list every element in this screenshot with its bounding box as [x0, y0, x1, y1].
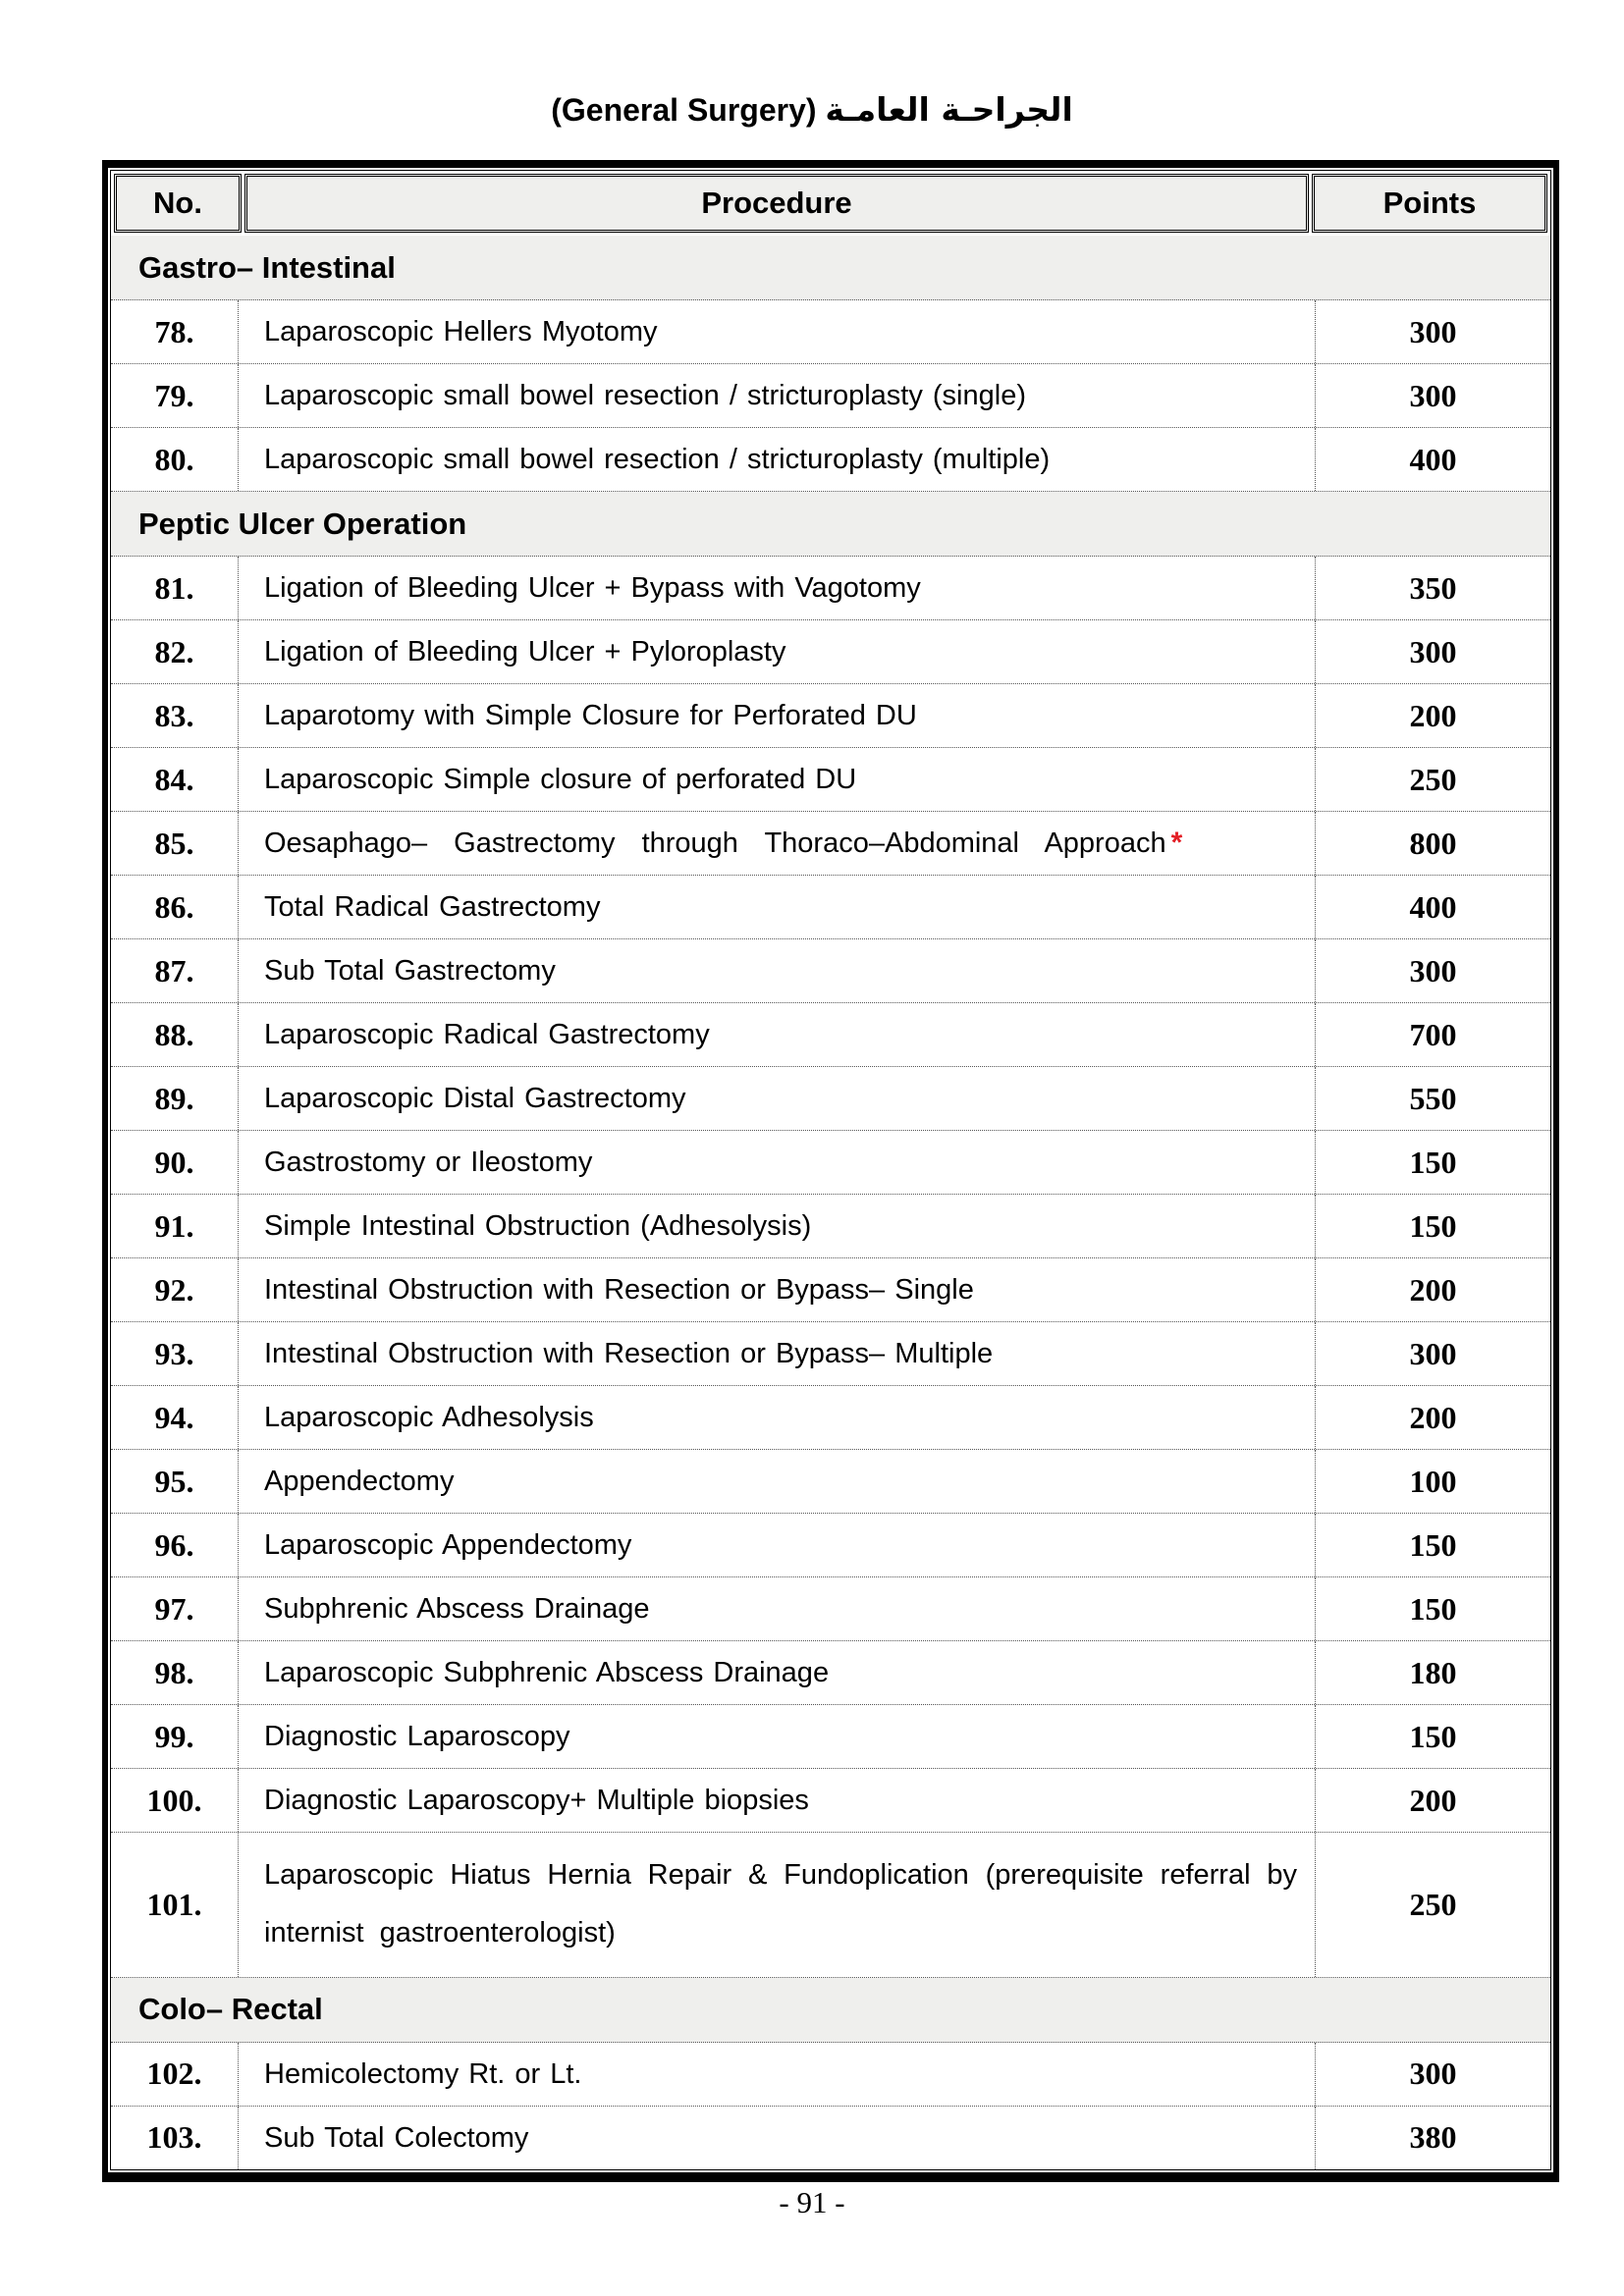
points-value: 300 [1315, 2043, 1550, 2106]
procedure-name: Total Radical Gastrectomy [264, 890, 601, 923]
table-row [111, 1705, 1550, 1769]
row-number: 94. [111, 1386, 239, 1449]
row-number: 88. [111, 1003, 239, 1066]
row-number: 95. [111, 1450, 239, 1513]
table-row [111, 939, 1550, 1003]
points-value: 200 [1315, 1769, 1550, 1832]
row-number: 100. [111, 1769, 239, 1832]
table-row [111, 1258, 1550, 1322]
procedure-name: Laparoscopic Simple closure of perforated DU [264, 763, 857, 795]
page-number: - 91 - [779, 2185, 845, 2219]
procedure-cell [239, 2043, 1315, 2106]
points-value: 300 [1315, 939, 1550, 1002]
procedure-cell [239, 364, 1315, 427]
row-number: 80. [111, 428, 239, 491]
procedure-cell [239, 748, 1315, 811]
procedure-name: Diagnostic Laparoscopy [264, 1720, 570, 1752]
row-number: 86. [111, 876, 239, 938]
procedures-table [102, 160, 1559, 2182]
table-row [111, 1577, 1550, 1641]
table-row [111, 2107, 1550, 2169]
procedure-name: Oesaphago– Gastrectomy through Thoraco–Abdominal Approach [264, 827, 1166, 859]
row-number: 96. [111, 1514, 239, 1576]
row-number: 93. [111, 1322, 239, 1385]
section-header-row [111, 1978, 1550, 2043]
table-row [111, 1833, 1550, 1978]
table-row [111, 1641, 1550, 1705]
row-number: 103. [111, 2107, 239, 2169]
procedure-name: Laparoscopic Hellers Myotomy [264, 315, 658, 347]
title-arabic: الجراحـة العامـة [825, 90, 1073, 129]
procedure-cell [239, 1386, 1315, 1449]
points-value: 150 [1315, 1577, 1550, 1640]
points-value: 300 [1315, 1322, 1550, 1385]
procedure-cell [239, 2107, 1315, 2169]
procedure-name: Diagnostic Laparoscopy+ Multiple biopsies [264, 1784, 809, 1816]
column-header-points: Points [1312, 174, 1547, 233]
section-label: Colo– Rectal [138, 1992, 323, 2027]
points-value: 400 [1315, 876, 1550, 938]
table-row [111, 1322, 1550, 1386]
procedure-name: Laparoscopic Adhesolysis [264, 1401, 594, 1433]
procedure-cell [239, 1195, 1315, 1257]
row-number: 102. [111, 2043, 239, 2106]
points-value: 100 [1315, 1450, 1550, 1513]
procedure-cell [239, 1514, 1315, 1576]
row-number: 79. [111, 364, 239, 427]
points-value: 380 [1315, 2107, 1550, 2169]
procedure-cell [239, 684, 1315, 747]
table-row [111, 364, 1550, 428]
column-header-procedure: Procedure [244, 174, 1309, 233]
table-row [111, 1386, 1550, 1450]
points-value: 150 [1315, 1195, 1550, 1257]
row-number: 87. [111, 939, 239, 1002]
procedure-name: Laparoscopic Distal Gastrectomy [264, 1082, 686, 1114]
procedure-name: Hemicolectomy Rt. or Lt. [264, 2057, 582, 2090]
table-row [111, 620, 1550, 684]
row-number: 91. [111, 1195, 239, 1257]
table-inner-border [110, 170, 1551, 2170]
procedure-name: Laparoscopic Subphrenic Abscess Drainage [264, 1656, 830, 1688]
procedure-cell [239, 620, 1315, 683]
row-number: 98. [111, 1641, 239, 1704]
table-row [111, 684, 1550, 748]
table-row [111, 1067, 1550, 1131]
row-number: 83. [111, 684, 239, 747]
procedure-cell [239, 1769, 1315, 1832]
section-header-row [111, 236, 1550, 300]
procedure-cell [239, 1003, 1315, 1066]
points-value: 700 [1315, 1003, 1550, 1066]
footnote-asterisk-icon: * [1170, 827, 1183, 860]
procedure-name: Laparoscopic small bowel resection / stricturoplasty (multiple) [264, 443, 1051, 475]
procedure-name: Simple Intestinal Obstruction (Adhesolysis) [264, 1209, 812, 1242]
points-value: 250 [1315, 748, 1550, 811]
procedure-name: Sub Total Colectomy [264, 2121, 529, 2154]
row-number: 97. [111, 1577, 239, 1640]
table-row [111, 300, 1550, 364]
points-value: 300 [1315, 620, 1550, 683]
procedure-cell [239, 428, 1315, 491]
procedure-name: Laparotomy with Simple Closure for Perforated DU [264, 699, 917, 731]
procedure-cell [239, 1450, 1315, 1513]
row-number: 99. [111, 1705, 239, 1768]
title-english: (General Surgery) [551, 92, 817, 128]
procedure-cell [239, 1322, 1315, 1385]
table-row [111, 1003, 1550, 1067]
procedure-name: Laparoscopic Hiatus Hernia Repair & Fundoplication (prerequisite referral by internist gastroenterologist) [264, 1859, 1297, 1949]
table-header-row [111, 171, 1550, 236]
points-value: 550 [1315, 1067, 1550, 1130]
section-label: Gastro– Intestinal [138, 249, 396, 285]
procedure-name: Subphrenic Abscess Drainage [264, 1592, 650, 1625]
table-row [111, 1769, 1550, 1833]
table-row [111, 876, 1550, 939]
points-value: 350 [1315, 557, 1550, 619]
table-row [111, 1195, 1550, 1258]
table-row [111, 428, 1550, 492]
points-value: 200 [1315, 1258, 1550, 1321]
table-row [111, 2043, 1550, 2107]
procedure-name: Gastrostomy or Ileostomy [264, 1146, 593, 1178]
points-value: 200 [1315, 1386, 1550, 1449]
points-value: 200 [1315, 684, 1550, 747]
procedure-name: Sub Total Gastrectomy [264, 954, 556, 987]
procedure-cell [239, 1641, 1315, 1704]
row-number: 78. [111, 300, 239, 363]
points-value: 300 [1315, 364, 1550, 427]
row-number: 82. [111, 620, 239, 683]
points-value: 300 [1315, 300, 1550, 363]
table-row [111, 557, 1550, 620]
procedure-name: Intestinal Obstruction with Resection or Bypass– Single [264, 1273, 974, 1306]
row-number: 81. [111, 557, 239, 619]
row-number: 89. [111, 1067, 239, 1130]
table-row [111, 812, 1550, 876]
procedure-cell [239, 1833, 1315, 1977]
procedure-cell [239, 939, 1315, 1002]
procedure-cell [239, 876, 1315, 938]
procedure-cell [239, 1705, 1315, 1768]
procedure-cell [239, 300, 1315, 363]
procedure-name: Laparoscopic Appendectomy [264, 1528, 632, 1561]
section-label: Peptic Ulcer Operation [138, 506, 467, 541]
points-value: 800 [1315, 812, 1550, 875]
points-value: 150 [1315, 1705, 1550, 1768]
row-number: 90. [111, 1131, 239, 1194]
row-number: 84. [111, 748, 239, 811]
procedure-cell [239, 1067, 1315, 1130]
points-value: 180 [1315, 1641, 1550, 1704]
procedure-name: Laparoscopic Radical Gastrectomy [264, 1018, 710, 1050]
procedure-cell [239, 1577, 1315, 1640]
procedure-cell [239, 1258, 1315, 1321]
procedure-cell [239, 812, 1315, 875]
procedure-name: Appendectomy [264, 1465, 455, 1497]
column-header-no: No. [114, 174, 242, 233]
procedure-name: Intestinal Obstruction with Resection or Bypass– Multiple [264, 1337, 994, 1369]
row-number: 85. [111, 812, 239, 875]
page-title [0, 90, 1624, 129]
table-row [111, 1450, 1550, 1514]
points-value: 150 [1315, 1514, 1550, 1576]
procedure-cell [239, 557, 1315, 619]
table-row [111, 748, 1550, 812]
section-header-row [111, 492, 1550, 557]
procedure-cell [239, 1131, 1315, 1194]
row-number: 101. [111, 1833, 239, 1977]
points-value: 250 [1315, 1833, 1550, 1977]
table-row [111, 1514, 1550, 1577]
table-row [111, 1131, 1550, 1195]
procedure-name: Ligation of Bleeding Ulcer + Bypass with Vagotomy [264, 571, 921, 604]
procedure-name: Laparoscopic small bowel resection / stricturoplasty (single) [264, 379, 1026, 411]
row-number: 92. [111, 1258, 239, 1321]
procedure-name: Ligation of Bleeding Ulcer + Pyloroplasty [264, 635, 786, 667]
table-body [111, 236, 1550, 2169]
points-value: 150 [1315, 1131, 1550, 1194]
points-value: 400 [1315, 428, 1550, 491]
